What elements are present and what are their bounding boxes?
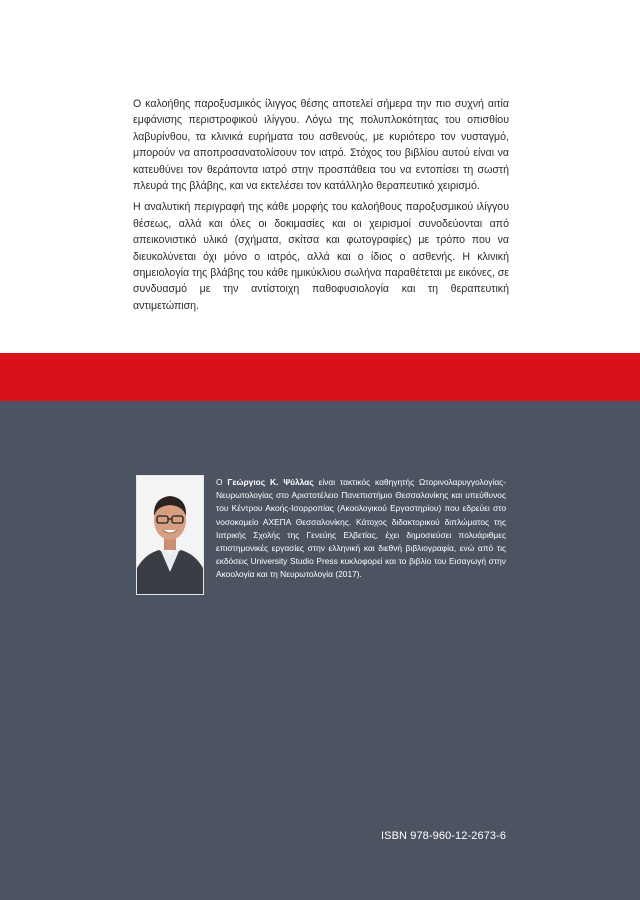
blurb-paragraph-2: Η αναλυτική περιγραφή της κάθε μορφής του καλοήθους παροξυσμικού ιλίγγου θέσεως, αλλά και όλες οι δοκιμασίες και οι χειρισμοί συνοδεύονται από απεικονιστικό υλικό (σχήματα, σκίτσα και φωτογραφίες) με τρόπο που να διευκολύνεται όχι μόνο ο ιατρός, αλλά και ο ίδιος ο ασθενής. Η κλινική σημειολογία της βλάβης του κάθε ημικύκλιου σωλήνα παραθέτεται με εικόνες, σε συνδυασμό με την αντίστοιχη παθοφυσιολογία και τη θεραπευτική αντιμετώπιση. xyxy=(133,201,509,312)
author-bio-prefix: Ο xyxy=(216,477,228,487)
author-bio xyxy=(216,476,506,582)
author-name: Γεώργιος Κ. Ψύλλας xyxy=(227,477,314,487)
isbn-number: ISBN 978-960-12-2673-6 xyxy=(381,830,507,842)
blurb-paragraph-1: Ο καλοήθης παροξυσμικός ίλιγγος θέσης αποτελεί σήμερα την πιο συχνή αιτία εμφάνισης περιστροφικού ιλίγγου. Λόγω της πολυπλοκότητας του οπισθίου λαβυρίνθου, τα κλινικά ευρήματα του ασθενούς, με κυριότερο τον νυσταγμό, μπορούν να αποπροσανατολίσουν τον ιατρό. Στόχος του βιβλίου αυτού είναι να κατευθύνει τον θεράποντα ιατρό στην προσπάθεια του να εντοπίσει τη σωστή πλευρά της βλάβης, και να εκτελέσει τον κατάλληλο θεραπευτικό χειρισμό. xyxy=(133,98,509,193)
author-photo xyxy=(136,475,204,595)
back-cover-blurb xyxy=(133,96,509,319)
red-band xyxy=(0,353,640,401)
author-bio-text: είναι τακτικός καθηγητής Ωτορινολαρυγγολογίας-Νευρωτολογίας στο Αριστοτέλειο Πανεπιστήμιο Θεσσαλονίκης και υπεύθυνος του Κέντρου Ακοής-Ισορροπίας (Ακοολογικού Εργαστηρίου) που εδρεύει στο νοσοκομείο ΑΧΕΠΑ Θεσσαλονίκης. Κάτοχος διδακτορικού διπλώματος της Ιατρικής Σχολής της Γενεύης Ελβετίας, έχει δημοσιεύσει πολυάριθμες επιστημονικές εργασίες στην ελληνική και διεθνή βιβλιογραφία, ενώ από τις εκδόσεις University Studio Press κυκλοφορεί και το βιβλίο του Εισαγωγή στην Ακοολογία και τη Νευρωτολογία (2017). xyxy=(216,477,506,580)
